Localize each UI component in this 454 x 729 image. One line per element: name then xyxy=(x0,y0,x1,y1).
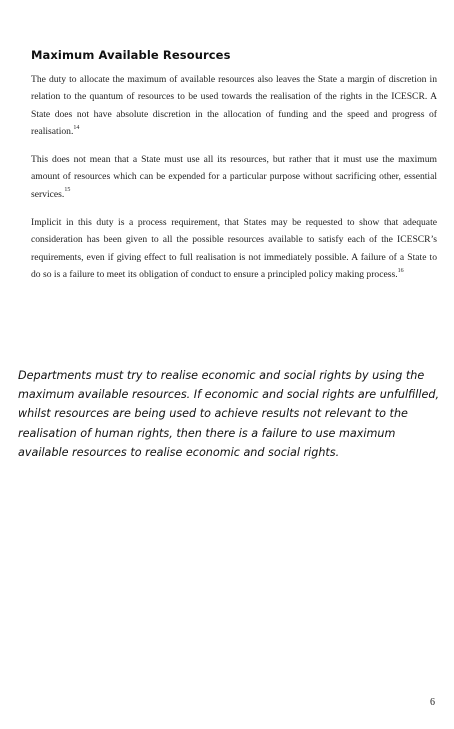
section-heading: Maximum Available Resources xyxy=(31,48,231,62)
paragraph-text: The duty to allocate the maximum of available resources also leaves the State a margin of discretion in relation to the quantum of resources to be used towards the realisation of the rights in the ICESCR. A State does not have absolute discretion in the allocation of funding and the speed and progress of realisation. xyxy=(31,74,437,137)
footnote-marker: 16 xyxy=(397,267,404,274)
page-number: 6 xyxy=(430,697,435,708)
footnote-marker: 15 xyxy=(64,187,71,194)
paragraph-text: This does not mean that a State must use all its resources, but rather that it must use the maximum amount of resources which can be expended for a particular purpose without sacrificing other, essential services. xyxy=(31,154,437,200)
paragraph-process-requirement xyxy=(31,214,437,283)
footnote-marker: 14 xyxy=(73,124,80,131)
paragraph-text: Implicit in this duty is a process requirement, that States may be requested to show that adequate consideration has been given to all the possible resources available to satisfy each of the ICESCR’s requirements, even if giving effect to full realisation is not immediately possible. A failure of a State to do so is a failure to meet its obligation of conduct to ensure a principled policy making process. xyxy=(31,217,437,280)
paragraph-use-all-resources xyxy=(31,151,437,203)
callout-text: Departments must try to realise economic and social rights by using the maximum available resources. If economic and social rights are unfulfilled, whilst resources are being used to achieve results not relevant to the realisation of human rights, then there is a failure to use maximum available resources to realise economic and social rights. xyxy=(18,369,440,459)
paragraph-maximum-resources-discretion xyxy=(31,71,437,140)
